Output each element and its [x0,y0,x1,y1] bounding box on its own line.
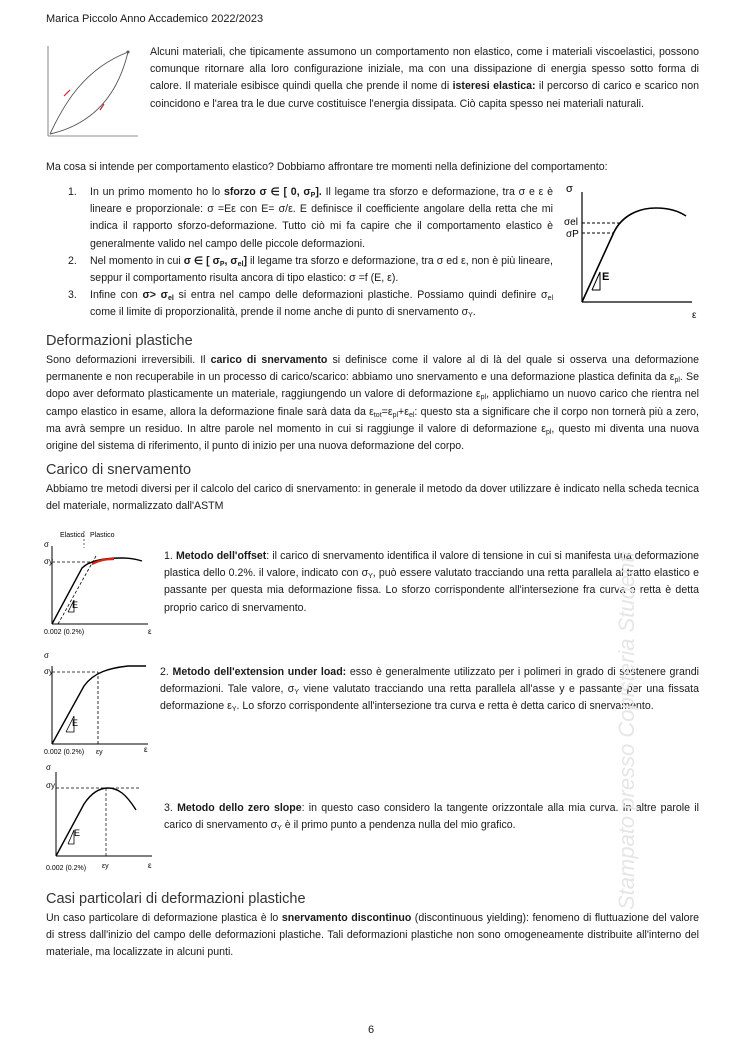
section-title: Carico di snervamento [46,462,192,478]
plastic-label: Plastico [90,532,115,539]
stress-strain-figure [560,180,704,320]
intro-paragraph: Alcuni materiali, che tipicamente assumono un comportamento non elastico, come i materiali viscoelastici, possono comunque ritornare alla loro configurazione iniziale, ma con una dissipazione di energia spesso sotto forma di calore. Il materiale esibisce quindi quella che prende il nome di isteresi elastica: il percorso di carico e scarico non coincidono e l'area tra le due curve costituisce l'energia dissipata. Ciò capita spesso nei materiali naturali. [150,46,699,110]
epsilon-y-label: εy [102,863,109,870]
sigma-axis-label: σ [566,183,573,195]
offset-label: 0.002 (0.2%) [44,749,85,756]
sigma-label: σ [44,651,49,660]
behavior-list [68,184,553,322]
page-header: Marica Piccolo Anno Accademico 2022/2023 [46,13,264,25]
modulus-label: E [602,271,610,283]
yield-load-paragraph: Abbiamo tre metodi diversi per il calcolo del carico di snervamento: in generale il metodo da dover utilizzare è indicato nella scheda tecnica del materiale, normalizzato dall'ASTM [46,483,699,513]
list-item: 3. Infine con $\sigma> \sigma_{el}$ si entra nel campo delle deformazioni plastiche. Possiamo quindi definire $\sigma_{el}$ come il limite di proporzionalità, prende il nome anche di punto di snervamento $\sigma_Y$. [68,289,554,320]
method-zero-slope-paragraph: 3. Metodo dello zero slope: in questo caso considero la tangente orizzontale alla mia curva. In altre parole il carico di snervamento $\sigma_Y$ è il primo punto a pendenza nulla del mio grafico. [164,802,699,833]
list-item: 1. In un primo momento ho lo sforzo σ ∈ [ 0, $\sigma_P$]. Il legame tra sforzo e deformazione, tra σ e ε è lineare e proporzionale: σ =Eε con E= σ/ε. E definisce il coefficiente angolare della retta che mi indica il rapporto sforzo-deformazione. Tutto ciò mi fa capire che il comportamento elastico è generalmente valido nel campo delle piccole deformazioni. [68,186,553,250]
offset-method-graph [44,528,156,640]
epsilon-label: ε [144,745,148,754]
epsilon-axis-label: ε [692,310,697,320]
method-offset-paragraph: 1. Metodo dell'offset: il carico di snervamento identifica il valore di tensione in cui si manifesta una deformazione plastica dello 0.2%. il valore, indicato con $\sigma_Y$, può essere valutato tracciando una retta parallela al tratto elastico e passante per questa mia deformazione fissa. Lo sforzo corrispondente all'intersezione fra curva e retta è detta proprio carico di snervamento. [164,550,699,614]
epsilon-y-label: εy [96,749,103,756]
modulus-label: E [74,828,81,838]
sigma-el-label: σel [564,217,578,228]
sigma-label: σ [44,540,49,549]
section-title: Deformazioni plastiche [46,333,193,349]
zero-slope-graph [44,758,156,874]
sigma-y-label: σy [44,667,53,676]
sigma-y-label: σy [46,781,55,790]
plastic-deformation-paragraph: Sono deformazioni irreversibili. Il carico di snervamento si definisce come il valore al di là del quale si osserva una deformazione permanente e non recuperabile in un processo di carico/scarico: abbiamo uno snervamento e una deformazione plastica definita da $\varepsilon_{pl}$. Se dopo aver deformato plasticamente un materiale, raggiungendo un valore di deformazione $\varepsilon_{pl}$, applichiamo un nuovo carico che rientra nel campo elastico in esame, allora la deformazione finale sarà data da $\varepsilon_{tot}=\varepsilon_{pl}+\varepsilon_{el}$: questo sta a significare che il corpo non tornerà più a zero, ma avrà sempre un residuo. In altre parole nel momento in cui si raggiunge il valore di deformazione $\varepsilon_{pl}$, questo mi diventa una nuova origine del sistema di riferimento, il punto di inizio per una nuova deformazione del corpo. [46,354,699,453]
elastic-label: Elastico [60,532,85,539]
discontinuous-yielding-paragraph: Un caso particolare di deformazione plastica è lo snervamento discontinuo (discontinuous yielding): fenomeno di fluttuazione del valore di stress dall'inizio del campo delle deformazioni plastiche. Tali deformazioni plastiche non sono omogeneamente distribuite all'interno del materiale, ma localizzate in alcuni punti. [46,912,699,959]
sigma-p-label: σP [566,229,579,240]
modulus-label: E [72,718,79,728]
sigma-label: σ [46,763,51,772]
modulus-label: E [72,600,79,610]
extension-under-load-graph [44,648,156,760]
hysteresis-figure [44,44,140,140]
epsilon-label: ε [148,861,152,870]
epsilon-label: ε [148,627,152,636]
offset-label: 0.002 (0.2%) [44,629,85,636]
watermark-text: Stampato presso Copisteria Studenti [614,551,639,910]
question-paragraph: Ma cosa si intende per comportamento elastico? Dobbiamo affrontare tre momenti nella definizione del comportamento: [46,161,608,173]
section-title: Casi particolari di deformazioni plastiche [46,891,306,907]
offset-label: 0.002 (0.2%) [46,865,87,872]
method-extension-paragraph: 2. Metodo dell'extension under load: esso è generalmente utilizzato per i polimeri in grado di sostenere grandi deformazioni. Tale valore, $\sigma_Y$ viene valutato tracciando una retta parallela all'asse y e passante per una fissata deformazione $\varepsilon_Y$. Lo sforzo corrispondente all'intersezione tra curva e retta è detta carico di snervamento. [160,666,699,714]
page-number: 6 [368,1024,375,1036]
sigma-y-label: σy [44,557,53,566]
watermark [598,500,654,920]
list-item: 2. Nel momento in cui σ ∈ [ $\sigma_P$, $\sigma_{el}$] il legame tra sforzo e deformazione, tra σ ed ε, non è più lineare, seppur il comportamento risulta ancora di tipo elastico: σ =f (E, ε). [68,254,553,285]
